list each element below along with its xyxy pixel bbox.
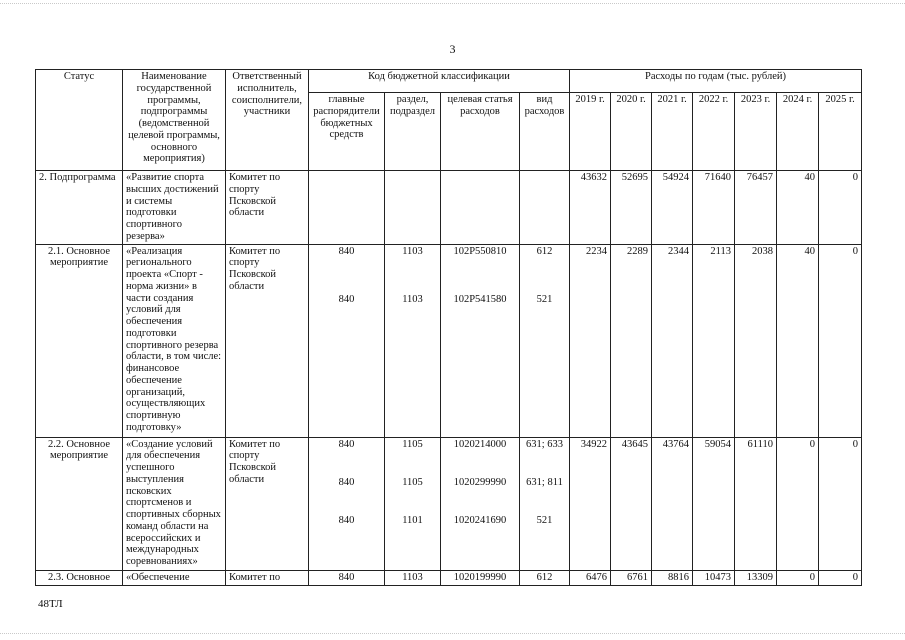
header-year-2024: 2024 г. — [777, 93, 819, 171]
spacer — [523, 489, 566, 515]
grbs-value: 840 — [338, 514, 355, 526]
row-value-2020: 6761 — [611, 570, 652, 585]
section-value: 1105 — [402, 438, 423, 450]
row-value-2019: 6476 — [570, 570, 611, 585]
row-status: 2.1. Основное мероприятие — [36, 244, 123, 437]
row-target — [441, 171, 520, 245]
target-value: 1020299990 — [453, 476, 507, 488]
row-grbs: 840 — [309, 570, 385, 585]
row-value-2019: 2234 — [570, 244, 611, 437]
row-value-2019: 34922 — [570, 437, 611, 570]
scan-artifact-top — [0, 3, 905, 5]
spacer — [388, 451, 437, 477]
row-kind — [520, 244, 570, 437]
kind-value: 521 — [536, 514, 553, 526]
row-section: 1103 — [385, 570, 441, 585]
row-value-2023: 2038 — [735, 244, 777, 437]
row-kind — [520, 437, 570, 570]
row-value-2024: 40 — [777, 171, 819, 245]
row-grbs — [309, 244, 385, 437]
row-responsible: Комитет по спорту Псковской области — [226, 171, 309, 245]
row-value-2023: 13309 — [735, 570, 777, 585]
row-value-2024: 0 — [777, 437, 819, 570]
page-number: 3 — [449, 42, 456, 56]
row-target — [441, 437, 520, 570]
row-grbs — [309, 171, 385, 245]
grbs-value: 840 — [338, 245, 355, 257]
header-year-2019: 2019 г. — [570, 93, 611, 171]
header-expenses: Расходы по годам (тыс. рублей) — [570, 70, 862, 93]
row-status: 2.2. Основное мероприятие — [36, 437, 123, 570]
row-name: «Обеспечение — [123, 570, 226, 585]
grbs-value: 840 — [338, 476, 355, 488]
row-value-2022: 10473 — [693, 570, 735, 585]
row-target: 1020199990 — [441, 570, 520, 585]
row-value-2022: 71640 — [693, 171, 735, 245]
footer-code: 48ТЛ — [38, 598, 63, 610]
budget-table — [35, 69, 862, 586]
spacer — [388, 489, 437, 515]
grbs-value: 840 — [338, 293, 355, 305]
grbs-value: 840 — [338, 438, 355, 450]
table-row — [36, 570, 862, 585]
header-year-2022: 2022 г. — [693, 93, 735, 171]
spacer — [444, 489, 516, 515]
row-section — [385, 244, 441, 437]
row-value-2021: 43764 — [652, 437, 693, 570]
row-status: 2.3. Основное — [36, 570, 123, 585]
row-name: «Развитие спорта высших достижений и системы подготовки спортивного резерва» — [123, 171, 226, 245]
spacer — [523, 258, 566, 294]
row-kind — [520, 171, 570, 245]
row-value-2023: 76457 — [735, 171, 777, 245]
scan-artifact-bottom — [0, 633, 905, 635]
header-year-2023: 2023 г. — [735, 93, 777, 171]
row-value-2025: 0 — [819, 437, 862, 570]
header-responsible: Ответственный исполнитель, соисполнители, участники — [226, 70, 309, 171]
kind-value: 612 — [536, 245, 553, 257]
row-kind: 612 — [520, 570, 570, 585]
row-value-2019: 43632 — [570, 171, 611, 245]
section-value: 1103 — [402, 245, 423, 257]
kind-value: 631; 633 — [525, 438, 564, 450]
row-value-2025: 0 — [819, 570, 862, 585]
kind-value: 521 — [536, 293, 553, 305]
header-grbs: главные распорядители бюджетных средств — [309, 93, 385, 171]
spacer — [312, 258, 381, 294]
row-value-2021: 2344 — [652, 244, 693, 437]
header-year-2020: 2020 г. — [611, 93, 652, 171]
row-responsible: Комитет по спорту Псковской области — [226, 437, 309, 570]
row-value-2025: 0 — [819, 171, 862, 245]
row-section — [385, 437, 441, 570]
section-value: 1105 — [402, 476, 423, 488]
header-year-2025: 2025 г. — [819, 93, 862, 171]
header-target: целевая статья расходов — [441, 93, 520, 171]
row-value-2023: 61110 — [735, 437, 777, 570]
row-value-2022: 59054 — [693, 437, 735, 570]
target-value: 1020214000 — [453, 438, 507, 450]
row-value-2020: 2289 — [611, 244, 652, 437]
row-value-2020: 43645 — [611, 437, 652, 570]
header-kind: вид расходов — [520, 93, 570, 171]
row-status: 2. Подпрограмма — [36, 171, 123, 245]
header-section: раздел, подраздел — [385, 93, 441, 171]
spacer — [312, 489, 381, 515]
row-grbs — [309, 437, 385, 570]
header-row-1 — [36, 70, 862, 93]
kind-value: 631; 811 — [526, 476, 563, 488]
row-value-2021: 8816 — [652, 570, 693, 585]
row-responsible: Комитет по — [226, 570, 309, 585]
spacer — [444, 451, 516, 477]
spacer — [388, 258, 437, 294]
header-budget-code: Код бюджетной классификации — [309, 70, 570, 93]
table-row — [36, 437, 862, 570]
row-value-2021: 54924 — [652, 171, 693, 245]
row-name: «Реализация регионального проекта «Спорт - норма жизни» в части создания условий для обеспечения подготовки спортивного резерва области, в том числе: финансовое обеспечение организаций, осуществляющих спортивную подготовку» — [123, 244, 226, 437]
spacer — [312, 451, 381, 477]
spacer — [523, 451, 566, 477]
row-value-2025: 0 — [819, 244, 862, 437]
table-row — [36, 244, 862, 437]
row-value-2024: 0 — [777, 570, 819, 585]
target-value: 1020241690 — [453, 514, 507, 526]
row-responsible: Комитет по спорту Псковской области — [226, 244, 309, 437]
header-status: Статус — [36, 70, 123, 171]
row-value-2020: 52695 — [611, 171, 652, 245]
spacer — [444, 258, 516, 294]
row-section — [385, 171, 441, 245]
header-year-2021: 2021 г. — [652, 93, 693, 171]
table-row — [36, 171, 862, 245]
row-target — [441, 244, 520, 437]
row-value-2024: 40 — [777, 244, 819, 437]
header-name: Наименование государственной программы, подпрограммы (ведомственной целевой программы, основного мероприятия) — [123, 70, 226, 171]
section-value: 1103 — [402, 293, 423, 305]
section-value: 1101 — [402, 514, 423, 526]
target-value: 102P541580 — [453, 293, 507, 305]
target-value: 102P550810 — [453, 245, 507, 257]
row-value-2022: 2113 — [693, 244, 735, 437]
row-name: «Создание условий для обеспечения успешного выступления псковских спортсменов и спортивных сборных команд области на всероссийских и международных соревнованиях» — [123, 437, 226, 570]
